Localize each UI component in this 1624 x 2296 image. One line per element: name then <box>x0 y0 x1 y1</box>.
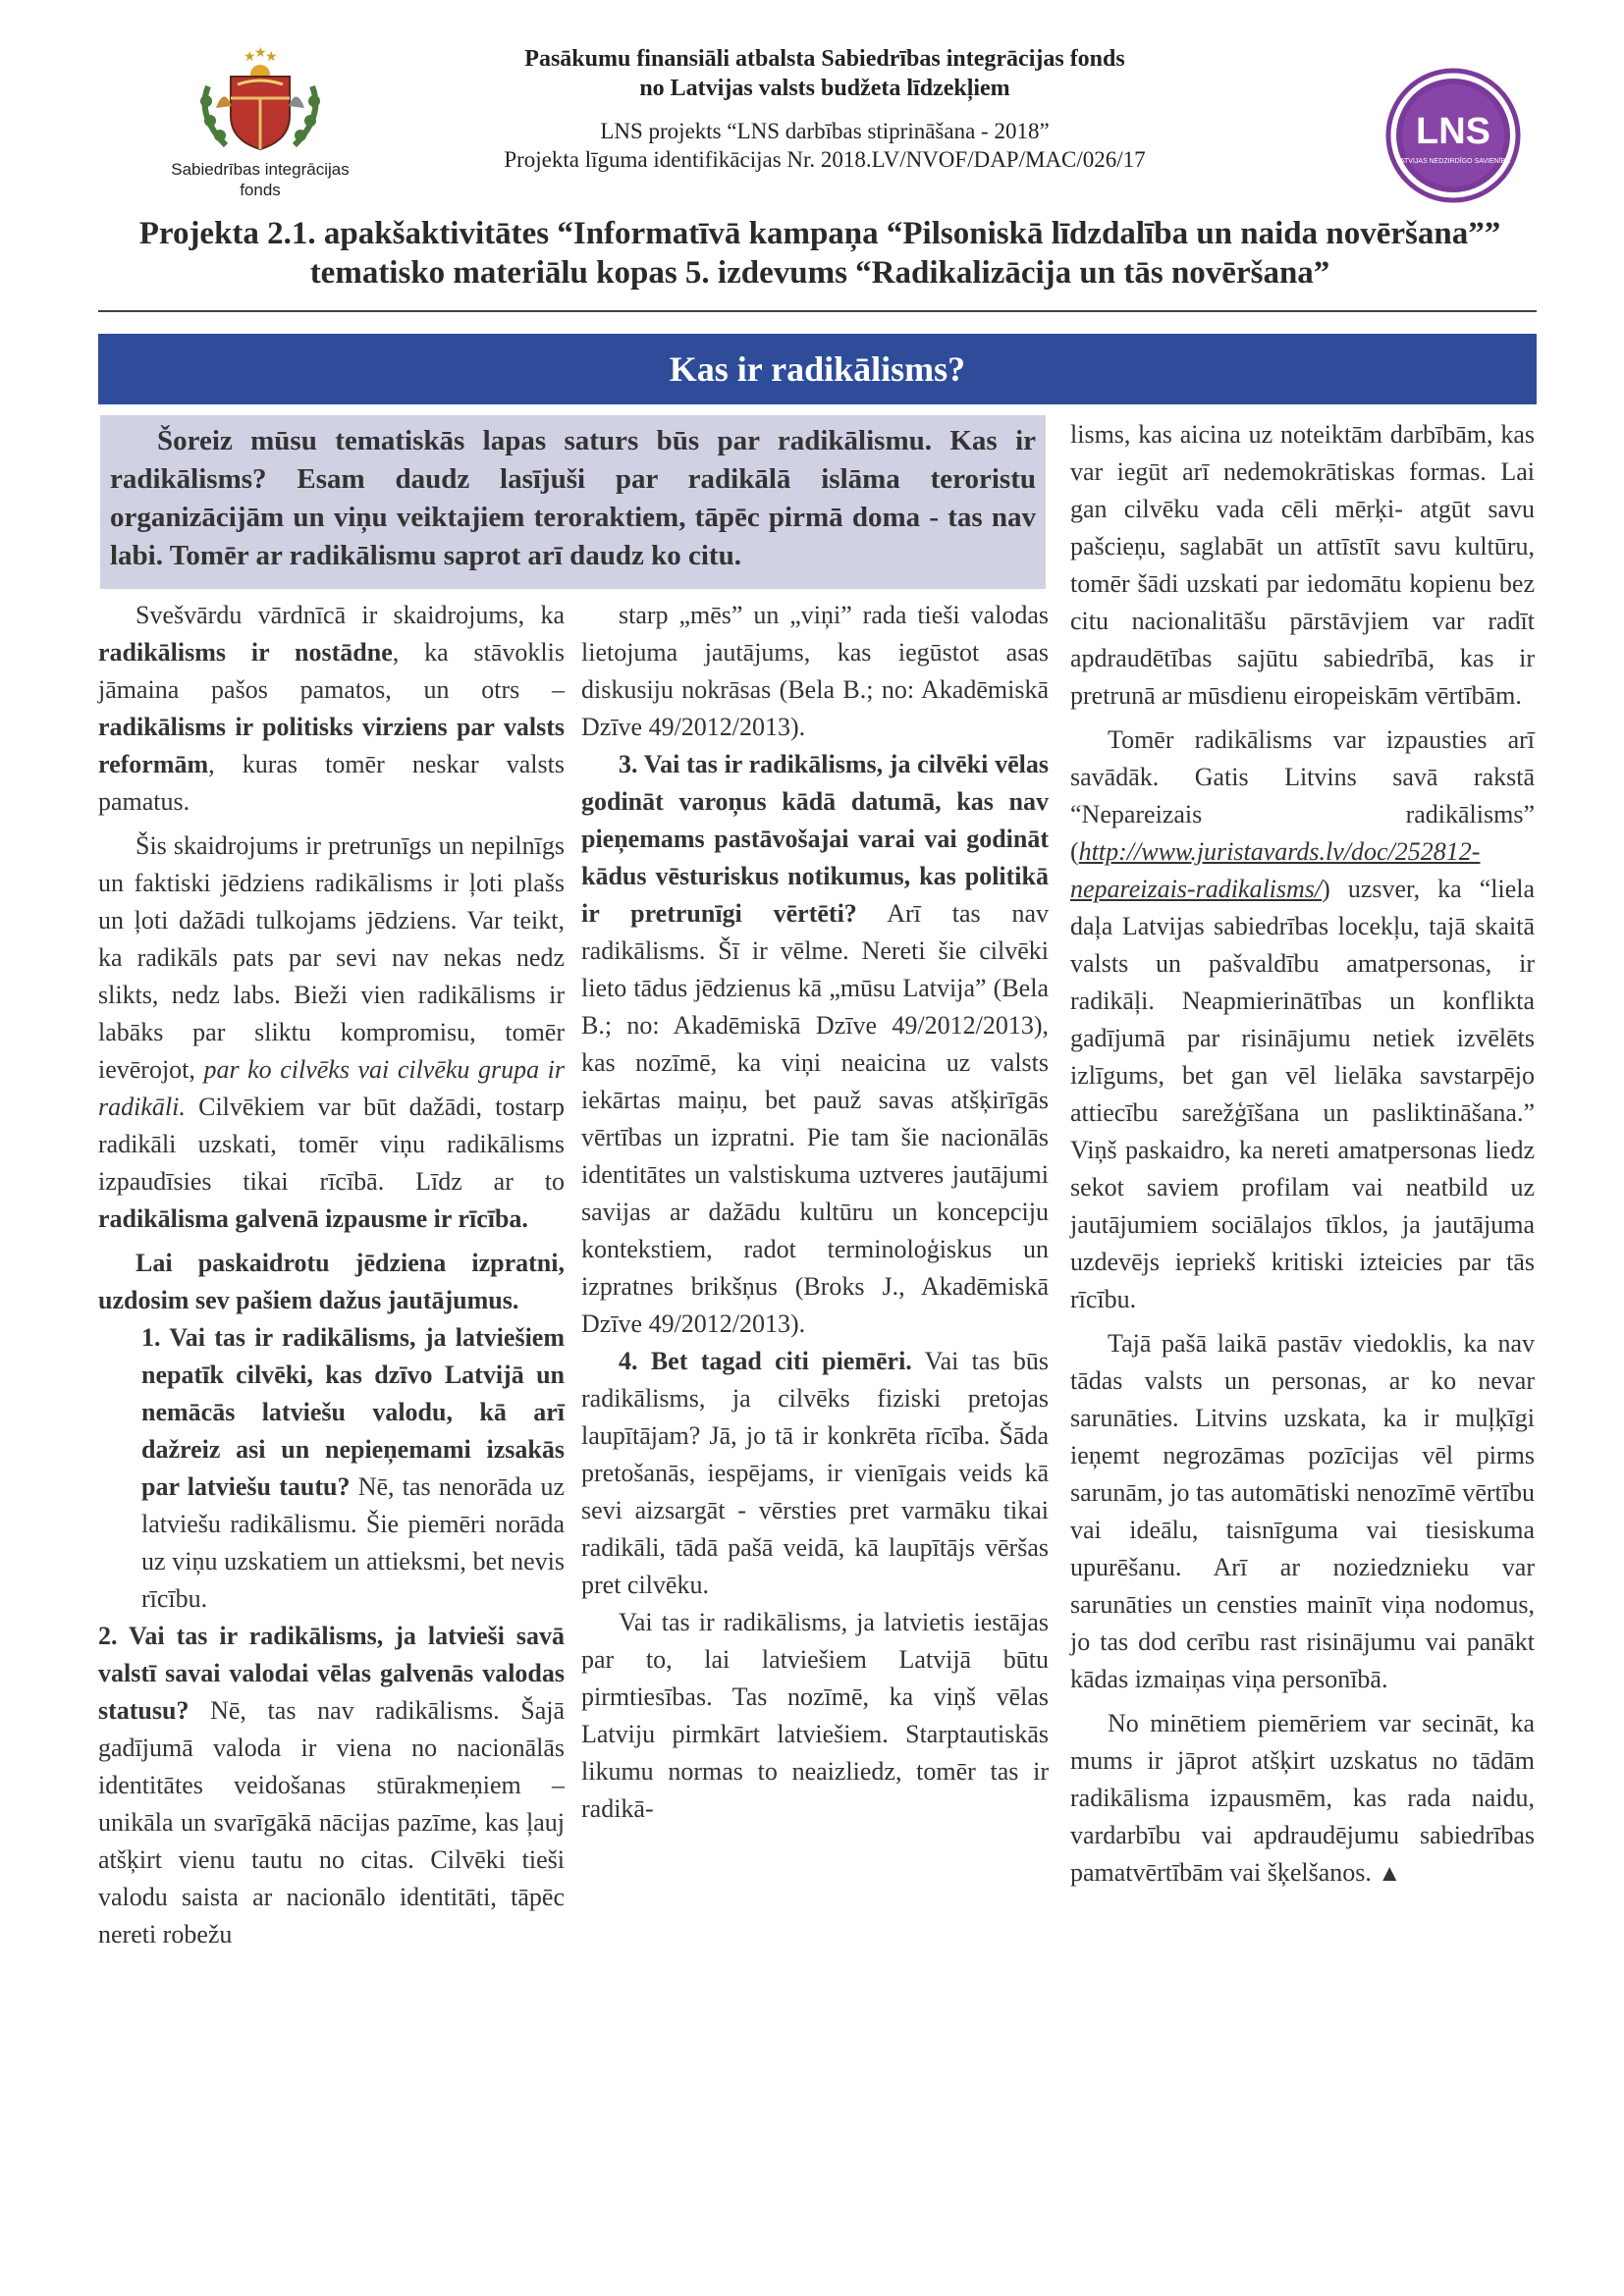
paragraph: Tomēr radikālisms var izpausties arī savādāk. Gatis Litvins savā rakstā “Nepareizais radikālisms” (http://www.juristavards.lv/doc/252812-nepareizais-radikalisms/) uzsver, ka “liela daļa Latvijas sabiedrības locekļu, tajā skaitā valsts un pašvaldību amatpersonas, ir radikāļi. Neapmierinātības un konflikta gadījumā par risinājumu netiek izvēlēts izlīgums, bet gan vēl lielāka savstarpējo attiecību sarežģīšana un pasliktināšana.” Viņš paskaidro, ka nereti amatpersonas liedz sekot saviem profilam vai neatbild uz jautājumiem sociālajos tīklos, ja jautājuma uzdevējs iepriekš kritiski izteicies par tās rīcību. <box>1070 725 1535 1313</box>
svg-text:★: ★ <box>265 49 278 65</box>
lns-logo-subtext: LATVIJAS NEDZIRDĪGO SAVIENĪBA <box>1395 158 1511 165</box>
svg-text:★: ★ <box>244 49 256 65</box>
article-link[interactable]: http://www.juristavards.lv/doc/252812-nepareizais-radikalisms/ <box>1070 837 1481 903</box>
list-item: 4. Bet tagad citi piemēri. Vai tas būs radikālisms, ja cilvēks fiziski pretojas laupītājam? Jā, jo tā ir konkrēta rīcība. Šāda pretošanās, iespējams, ir vienīgais veids kā sevi aizsargāt - vērsties pret varmāku tikai radikāli, tādā pašā veidā, kā laupītājs vēršas pret cilvēku. <box>581 1347 1049 1599</box>
project-line-2: Projekta līguma identifikācijas Nr. 2018.LV/NVOF/DAP/MAC/026/17 <box>504 147 1146 172</box>
funding-info <box>432 44 1218 174</box>
page-title: Projekta 2.1. apakšaktivitātes “Informatīvā kampaņa “Pilsoniskā līdzdalība un naida novēršana”” tematisko materiālu kopas 5. izdevums “Radikalizācija un tās novēršana” <box>138 216 1501 291</box>
lns-logo-text: LNS <box>1416 111 1490 152</box>
section-heading: Kas ir radikālisms? <box>98 334 1537 404</box>
logo-caption: Sabiedrības integrācijas fonds <box>171 160 350 199</box>
list-item: 2. Vai tas ir radikālisms, ja latvieši savā valstī savai valodai vēlas galvenās valodas statusu? Nē, tas nav radikālisms. Šajā gadījumā valoda ir viena no nacionālās identitātes veidošanas stūrakmeņiem – unikāla un svarīgākā nācijas pazīme, kas ļauj atšķirt vienu tautu no citas. Cilvēki tieši valodu saista ar nacionālo identitāti, tāpēc nereti robežu <box>98 1622 565 1949</box>
paragraph: Vai tas ir radikālisms, ja latvietis iestājas par to, lai latviešiem Latvijā būtu pirmtiesības. Tas nozīmē, ka viņš vēlas Latviju pirmkārt latviešiem. Starptautiskās likumu normas to neaizliedz, tomēr tas ir radikā- <box>581 1608 1049 1823</box>
column-1 <box>98 597 565 1953</box>
column-2 <box>581 597 1049 1828</box>
lns-badge-icon <box>1384 67 1522 204</box>
paragraph: Lai paskaidrotu jēdziena izpratni, uzdosim sev pašiem dažus jautājumus. <box>98 1249 565 1314</box>
funding-line-1: Pasākumu finansiāli atbalsta Sabiedrības integrācijas fonds <box>524 46 1125 72</box>
sif-logo <box>157 47 363 200</box>
paragraph: Tajā pašā laikā pastāv viedoklis, ka nav tādas valsts un personas, ar ko nevar sarunāties. Litvins uzskata, ka ir muļķīgi ieņemt negrozāmas pozīcijas vēl pirms sarunām, jo tas automātiski nenozīmē vērtību vai ideālu, taisnīguma vai tiesiskuma upurēšanu. Arī ar noziedznieku var sarunāties un censties mainīt viņa nodomus, jo tas dod cerību rast risinājumu vai panākt kādas izmaiņas viņa personībā. <box>1070 1329 1535 1693</box>
paragraph: No minētiem piemēriem var secināt, ka mums ir jāprot atšķirt uzskatus no tādām radikālisma izpausmēm, kas rada naidu, vardarbību vai apdraudējumu sabiedrības pamatvērtībām vai šķelšanos. ▲ <box>1070 1709 1535 1887</box>
list-item: 3. Vai tas ir radikālisms, ja cilvēki vēlas godināt varoņus kādā datumā, kas nav pieņemams pastāvošajai varai vai godināt kādus vēsturiskus notikumus, kas politikā ir pretrunīgi vērtēti? Arī tas nav radikālisms. Šī ir vēlme. Nereti šie cilvēki lieto tādus jēdzienus kā „mūsu Latvija” (Bela B.; no: Akadēmiskā Dzīve 49/2012/2013), kas nozīmē, ka viņi neaicina uz valsts iekārtas maiņu, bet pauž savas atšķirīgās vērtības un izpratni. Pie tam šie nacionālās identitātes un valstiskuma uztveres jautājumi savijas ar dažādu kultūru un koncepciju kontekstiem, radot terminoloģiskus un izpratnes brikšņus (Broks J., Akadēmiskā Dzīve 49/2012/2013). <box>581 750 1049 1338</box>
lns-logo <box>1384 67 1522 204</box>
funding-line-2: no Latvijas valsts budžeta līdzekļiem <box>639 76 1010 101</box>
paragraph: lisms, kas aicina uz noteiktām darbībām, kas var iegūt arī nedemokrātiskas formas. Lai gan cilvēku vada cēli mērķi- atgūt savu pašcieņu, saglabāt un attīstīt savu kultūru, tomēr šādi uzskati par iedomātu kopienu bez citu nacionalitāšu pārstāvjiem var radīt apdraudētības sajūtu sabiedrībā, kas ir pretrunā ar mūsdienu eiropeiskām vērtībām. <box>1070 420 1535 710</box>
svg-text:★: ★ <box>254 47 267 61</box>
project-line-1: LNS projekts “LNS darbības stiprināšana - 2018” <box>600 119 1050 143</box>
paragraph: Svešvārdu vārdnīcā ir skaidrojums, ka radikālisms ir nostādne, ka stāvoklis jāmaina pašos pamatos, un otrs – radikālisms ir politisks virziens par valsts reformām, kuras tomēr neskar valsts pamatus. <box>98 601 565 816</box>
list-item: 1. Vai tas ir radikālisms, ja latviešiem nepatīk cilvēki, kas dzīvo Latvijā un nemācās latviešu valodu, kā arī dažreiz asi un nepieņemami izsakās par latviešu tautu? Nē, tas nenorāda uz latviešu radikālismu. Šie piemēri norāda uz viņu uzskatiem un attieksmi, bet nevis rīcību. <box>141 1323 565 1613</box>
paragraph: Šis skaidrojums ir pretrunīgs un nepilnīgs un faktiski jēdziens radikālisms ir ļoti plašs un ļoti dažādi tulkojams jēdziens. Var teikt, ka radikāls pats par sevi nav nekas nedz slikts, nedz labs. Bieži vien radikālisms ir labāks par sliktu kompromisu, tomēr ievērojot, par ko cilvēks vai cilvēku grupa ir radikāli. Cilvēkiem var būt dažādi, tostarp radikāli uzskati, tomēr viņu radikālisms izpaudīsies tikai rīcībā. Līdz ar to radikālisma galvenā izpausme ir rīcība. <box>98 831 565 1233</box>
paragraph: starp „mēs” un „viņi” rada tieši valodas lietojuma jautājums, kas iegūstot asas diskusiju nokrāsas (Bela B.; no: Akadēmiskā Dzīve 49/2012/2013). <box>581 601 1049 741</box>
divider <box>98 310 1537 312</box>
lead-paragraph: Šoreiz mūsu tematiskās lapas saturs būs par radikālismu. Kas ir radikālisms? Esam daudz lasījuši par radikālā islāma teroristu organizācijām un viņu veiktajiem teroraktiem, tāpēc pirmā doma - tas nav labi. Tomēr ar radikālismu saprot arī daudz ko citu. <box>100 415 1046 589</box>
column-3 <box>1070 416 1535 1899</box>
end-triangle-icon: ▲ <box>1378 1861 1402 1887</box>
coat-of-arms-icon <box>187 47 334 155</box>
